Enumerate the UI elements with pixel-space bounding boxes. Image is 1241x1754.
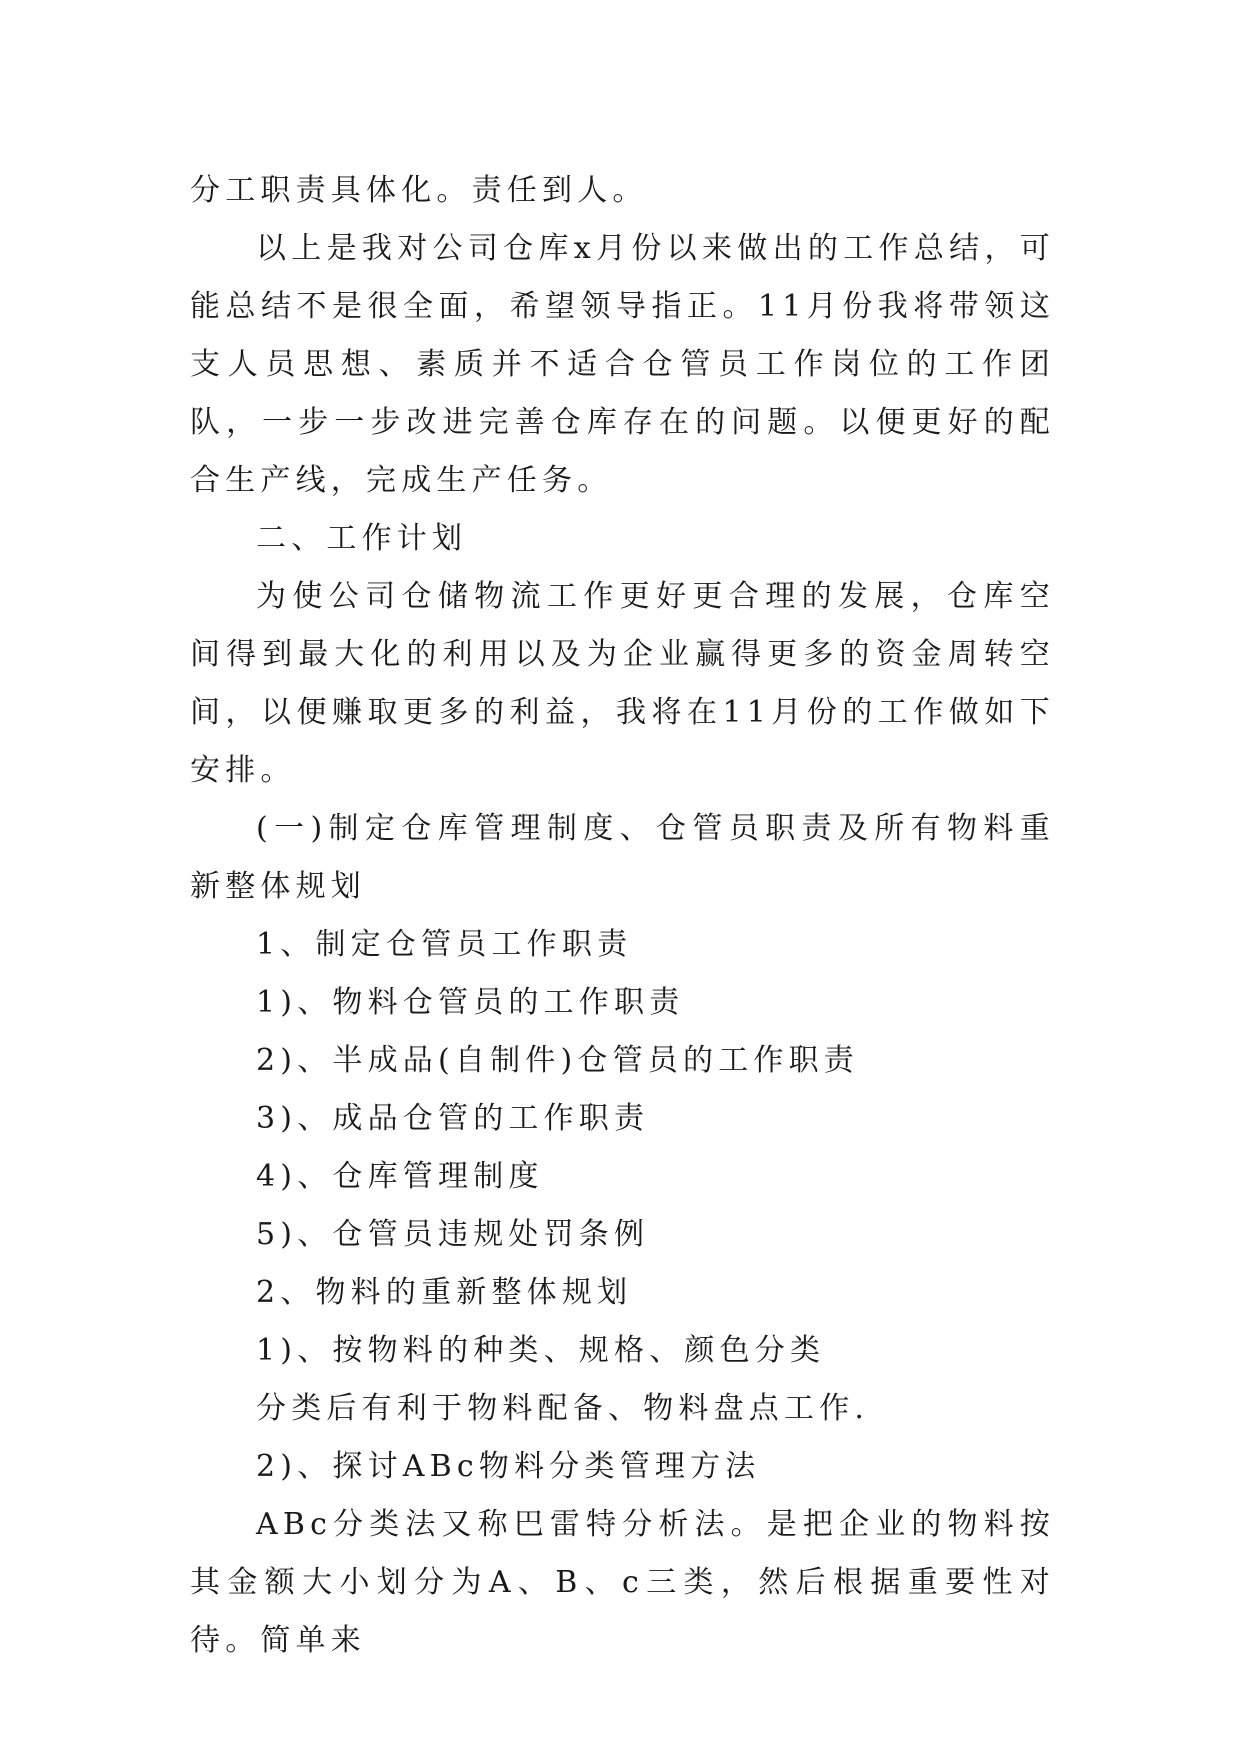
list-item: 3)、成品仓管的工作职责 xyxy=(256,1101,650,1136)
list-item: 1)、按物料的种类、规格、颜色分类 xyxy=(256,1333,826,1368)
paragraph-4: ABc分类法又称巴雷特分析法。是把企业的物料按其金额大小划分为A、B、c三类，然后根据重要性对待。简单来 xyxy=(190,1507,1055,1658)
list-item: 4)、仓库管理制度 xyxy=(256,1159,544,1194)
list-item-note: 分类后有利于物料配备、物料盘点工作. xyxy=(256,1391,870,1426)
list-item: 2)、探讨ABc物料分类管理方法 xyxy=(256,1449,761,1484)
paragraph-2: 以上是我对公司仓库x月份以来做出的工作总结，可能总结不是很全面，希望领导指正。11月份我将带领这支人员思想、素质并不适合仓管员工作岗位的工作团队，一步一步改进完善仓库存在的问题。以便更好的配合生产线，完成生产任务。 xyxy=(190,231,1055,498)
paragraph-3: 为使公司仓储物流工作更好更合理的发展，仓库空间得到最大化的利用以及为企业赢得更多的资金周转空间，以便赚取更多的利益，我将在11月份的工作做如下安排。 xyxy=(190,579,1055,788)
list-item: 1)、物料仓管员的工作职责 xyxy=(256,985,685,1020)
subsection-heading-1: (一)制定仓库管理制度、仓管员职责及所有物料重新整体规划 xyxy=(190,811,1055,904)
paragraph-1: 分工职责具体化。责任到人。 xyxy=(190,173,648,208)
list-item: 2)、半成品(自制件)仓管员的工作职责 xyxy=(256,1043,859,1078)
document-body xyxy=(190,162,1055,1670)
section-heading-work-plan: 二、工作计划 xyxy=(256,521,468,556)
list-item: 5)、仓管员违规处罚条例 xyxy=(256,1217,650,1252)
list-item-heading-1: 1、制定仓管员工作职责 xyxy=(256,927,633,962)
list-item-heading-2: 2、物料的重新整体规划 xyxy=(256,1275,633,1310)
